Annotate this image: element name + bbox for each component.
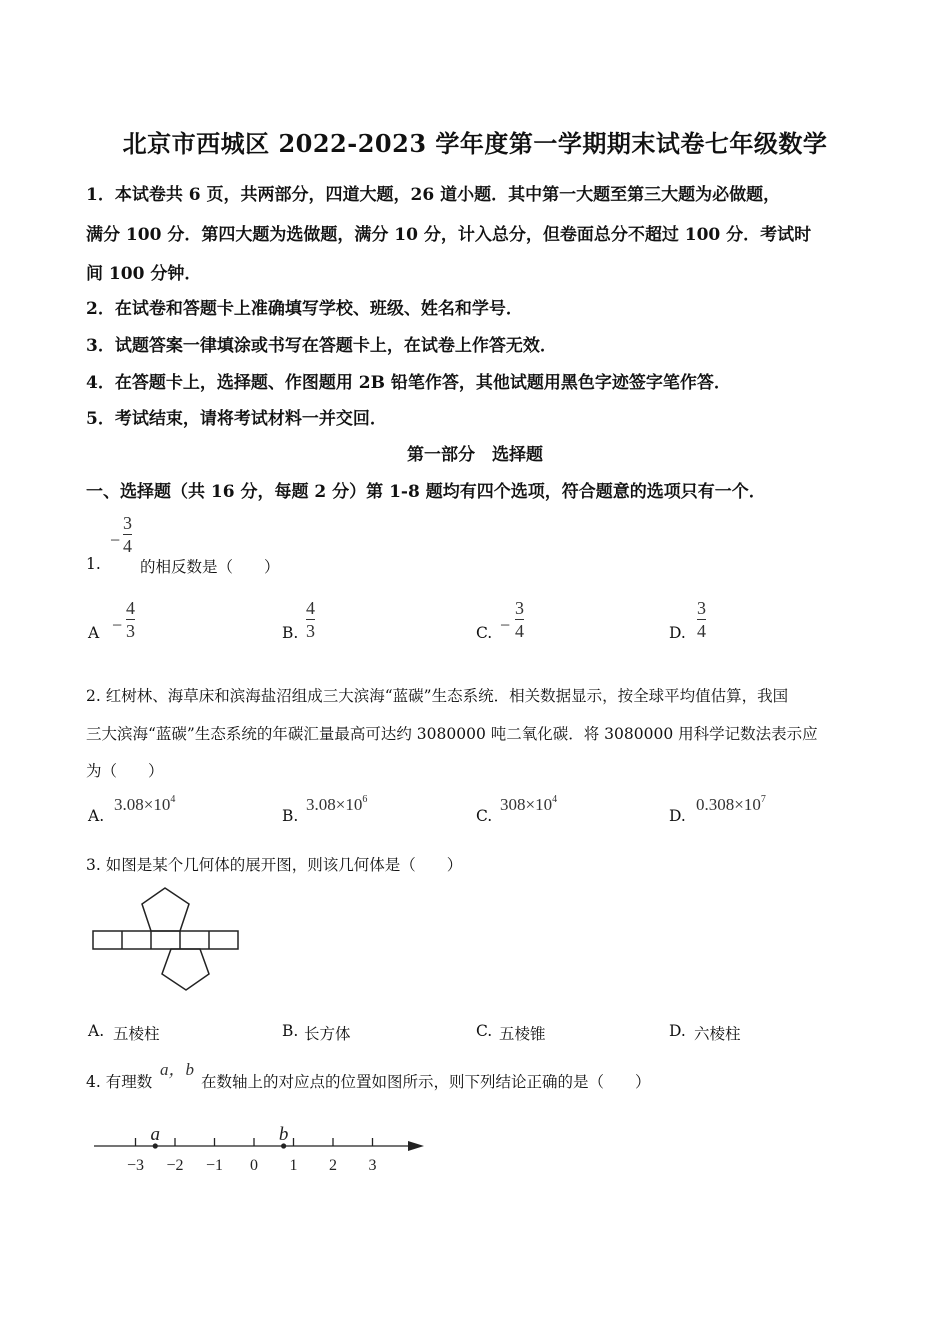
- question-text: 在数轴上的对应点的位置如图所示，则下列结论正确的是（ ）: [201, 1073, 651, 1091]
- question-text: 三大滨海“蓝碳”生态系统的年碳汇量最高可达约 3080000 吨二氧化碳．将 3080000 用科学记数法表示应: [86, 725, 818, 743]
- denominator: 3: [126, 621, 135, 641]
- part-heading: 第一部分 选择题: [407, 445, 543, 465]
- option-sign: −: [500, 615, 511, 635]
- arrow-head-icon: [408, 1141, 424, 1151]
- option-label: D.: [669, 624, 686, 642]
- option-label: B.: [282, 1022, 299, 1040]
- option-fraction: [126, 598, 135, 641]
- option-text: 长方体: [304, 1025, 351, 1043]
- number-line: [90, 1118, 430, 1180]
- variables-ab: a，b: [160, 1060, 194, 1079]
- option-label: A.: [88, 1022, 105, 1040]
- number-line-tick-label: 2: [329, 1157, 337, 1174]
- numerator: 4: [126, 598, 135, 618]
- option-text: 五棱锥: [499, 1025, 546, 1043]
- prism-net-figure: [90, 885, 245, 997]
- option-label: C.: [476, 807, 493, 825]
- option-text: 六棱柱: [694, 1025, 741, 1043]
- q1-expression-fraction: [123, 513, 132, 556]
- option-label: C.: [476, 1022, 493, 1040]
- option-fraction: [306, 598, 315, 641]
- instruction-line: 2．在试卷和答题卡上准确填写学校、班级、姓名和学号．: [86, 299, 523, 319]
- option-sign: −: [112, 615, 123, 635]
- denominator: 3: [306, 621, 315, 641]
- question-text: 4. 有理数: [86, 1073, 153, 1091]
- page-title: 北京市西城区 2022-2023 学年度第一学期期末试卷七年级数学: [122, 129, 828, 158]
- denominator: 4: [123, 536, 132, 556]
- instruction-line: 3．试题答案一律填涂或书写在答题卡上，在试卷上作答无效．: [86, 336, 557, 356]
- option-value: $308\times 10^4$: [500, 794, 558, 814]
- option-value: $3.08\times 10^4$: [114, 794, 176, 814]
- numerator: 3: [697, 598, 706, 618]
- instruction-line: 4．在答题卡上，选择题、作图题用 2B 铅笔作答，其他试题用黑色字迹签字笔作答．: [86, 373, 731, 393]
- option-fraction: [515, 598, 524, 641]
- denominator: 4: [515, 621, 524, 641]
- question-text: 3. 如图是某个几何体的展开图，则该几何体是（ ）: [86, 856, 463, 874]
- number-line-tick-label: 1: [289, 1157, 298, 1174]
- number-line-tick-label: 3: [368, 1157, 377, 1174]
- number-line-tick-label: −1: [205, 1157, 224, 1174]
- question-text: 2. 红树林、海草床和滨海盐沼组成三大滨海“蓝碳”生态系统．相关数据显示，按全球平均值估算，我国: [86, 687, 789, 705]
- option-label: A: [88, 624, 100, 642]
- section-heading: 一、选择题（共 16 分，每题 2 分）第 1-8 题均有四个选项，符合题意的选项只有一个．: [86, 482, 766, 502]
- option-text: 五棱柱: [113, 1025, 160, 1043]
- question-text: 的相反数是（ ）: [140, 558, 280, 576]
- point-a-label: a: [150, 1124, 160, 1145]
- question-text: 为（ ）: [86, 762, 164, 780]
- number-line-tick-label: −2: [166, 1157, 184, 1174]
- option-label: C.: [476, 624, 493, 642]
- instruction-line: 间 100 分钟．: [86, 264, 202, 284]
- denominator: 4: [697, 621, 706, 641]
- numerator: 4: [306, 598, 315, 618]
- instruction-line: 满分 100 分．第四大题为选做题，满分 10 分，计入总分，但卷面总分不超过 100 分．考试时: [86, 225, 812, 245]
- option-label: D.: [669, 1022, 686, 1040]
- option-value: $3.08\times 10^6$: [306, 794, 368, 814]
- option-value: $0.308\times 10^7$: [696, 794, 766, 814]
- option-fraction: [697, 598, 706, 641]
- number-line-tick-label: −3: [126, 1157, 145, 1174]
- numerator: 3: [123, 513, 132, 533]
- option-label: D.: [669, 807, 686, 825]
- point-b-label: b: [278, 1124, 289, 1145]
- question-number: 1.: [86, 555, 101, 573]
- instruction-line: 1．本试卷共 6 页，共两部分，四道大题，26 道小题．其中第一大题至第三大题为必做题，: [86, 185, 781, 205]
- option-label: A.: [88, 807, 105, 825]
- q1-expression-sign: −: [110, 530, 121, 550]
- option-label: B.: [282, 624, 299, 642]
- instruction-line: 5．考试结束，请将考试材料一并交回．: [86, 409, 387, 429]
- number-line-tick-label: 0: [250, 1157, 258, 1174]
- option-label: B.: [282, 807, 299, 825]
- numerator: 3: [515, 598, 524, 618]
